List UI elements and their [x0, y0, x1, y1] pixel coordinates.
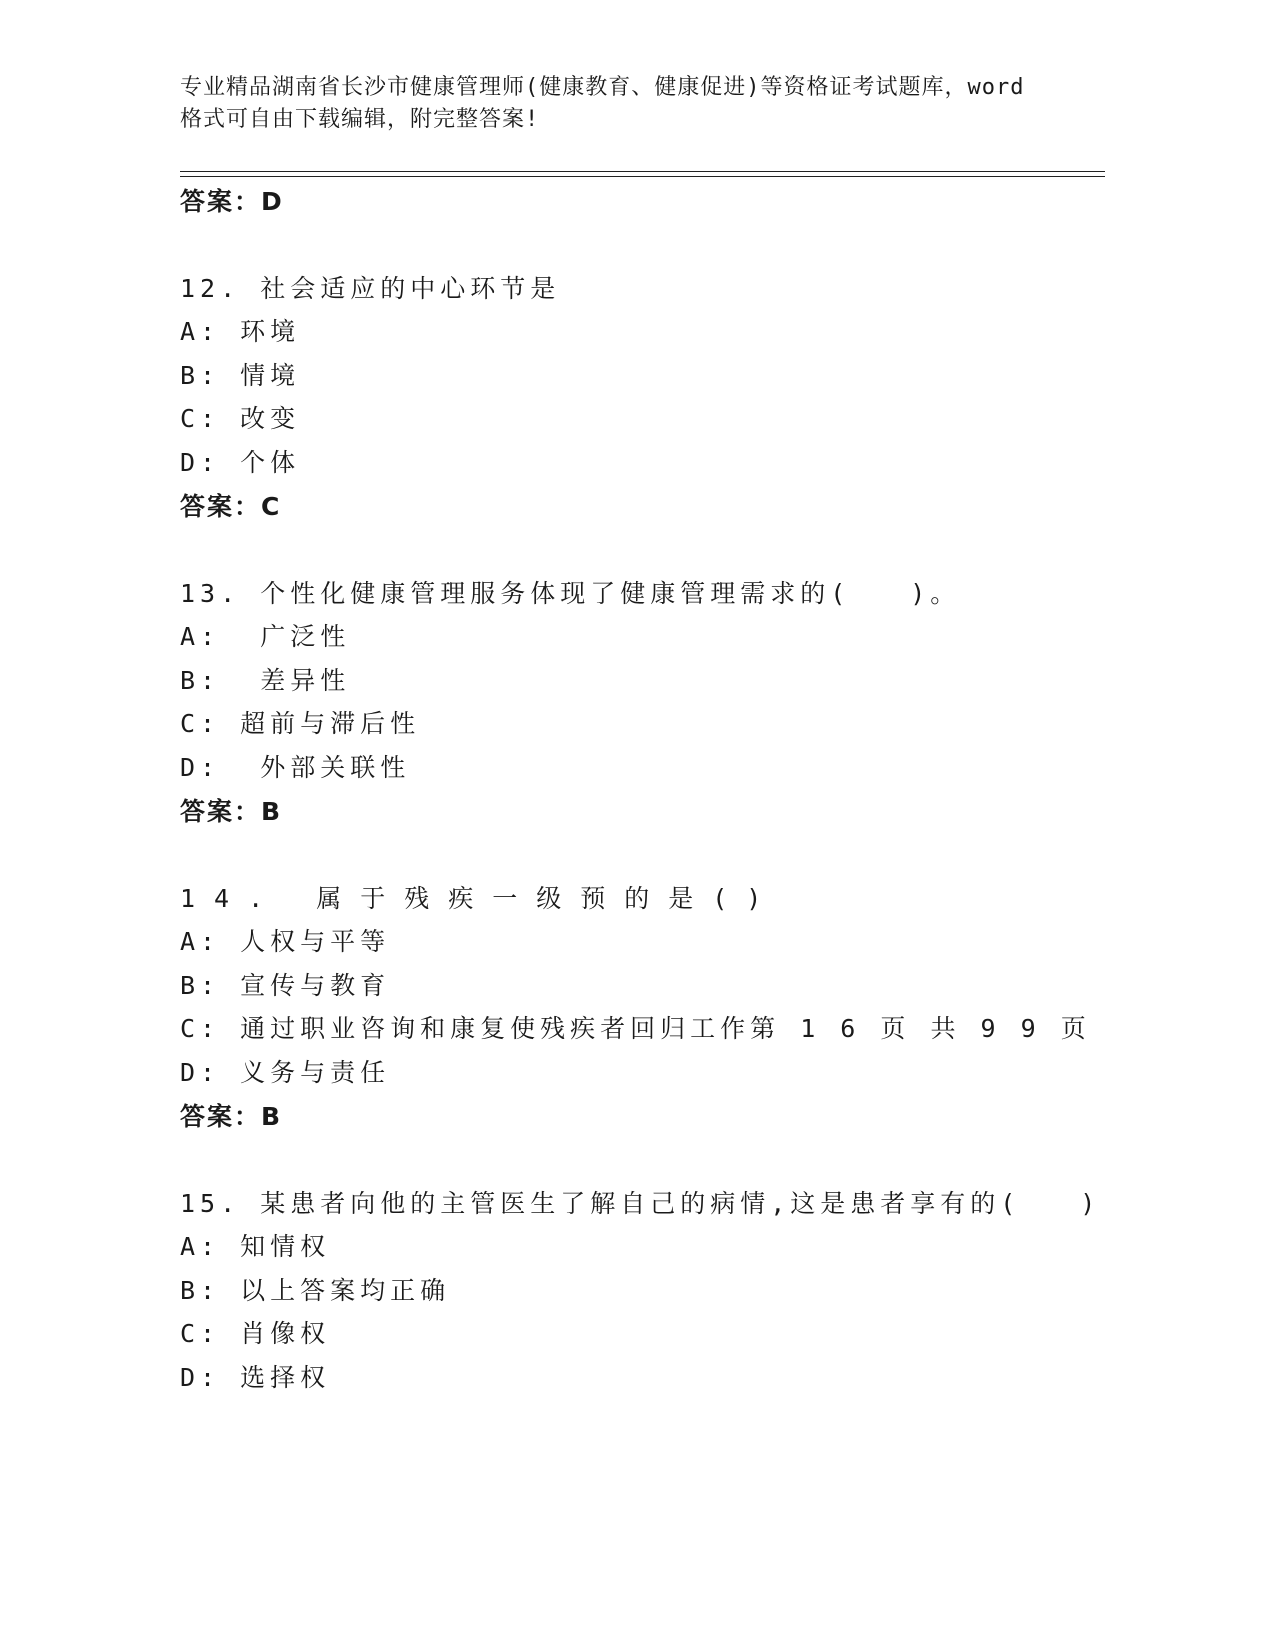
question-14-stem: 14. 属于残疾一级预的是()	[180, 884, 781, 913]
question-13-answer: 答案：B	[180, 797, 283, 826]
question-12-stem: 12. 社会适应的中心环节是	[180, 274, 561, 303]
question-15-option-c: C: 肖像权	[180, 1319, 331, 1348]
question-13-stem: 13. 个性化健康管理服务体现了健康管理需求的( )。	[180, 579, 961, 608]
question-14-option-a: A: 人权与平等	[180, 927, 391, 956]
question-14-answer: 答案：B	[180, 1102, 283, 1131]
answer-previous: 答案：D	[180, 187, 284, 216]
question-14-option-c: C: 通过职业咨询和康复使残疾者回归工作第 1 6 页 共 9 9 页	[180, 1014, 1091, 1043]
question-15-option-b: B: 以上答案均正确	[180, 1276, 451, 1305]
question-13-option-a: A: 广泛性	[180, 622, 351, 651]
question-15-option-a: A: 知情权	[180, 1232, 331, 1261]
page-header	[180, 72, 1060, 136]
question-14-option-d: D: 义务与责任	[180, 1058, 391, 1087]
question-13-option-d: D: 外部关联性	[180, 753, 411, 782]
question-15-stem: 15. 某患者向他的主管医生了解自己的病情,这是患者享有的( )	[180, 1189, 1101, 1218]
question-12-option-c: C: 改变	[180, 404, 301, 433]
header-divider-bottom	[180, 176, 1105, 177]
question-12-option-a: A: 环境	[180, 317, 301, 346]
header-line-2: 格式可自由下载编辑，附完整答案!	[180, 107, 540, 132]
question-12-option-d: D: 个体	[180, 448, 301, 477]
question-12-answer: 答案：C	[180, 492, 282, 521]
question-15-option-d: D: 选择权	[180, 1363, 331, 1392]
question-14-option-b: B: 宣传与教育	[180, 971, 391, 1000]
question-12-option-b: B: 情境	[180, 361, 301, 390]
header-divider-top	[180, 171, 1105, 172]
header-line-1: 专业精品湖南省长沙市健康管理师(健康教育、健康促进)等资格证考试题库，word	[180, 75, 1025, 100]
question-13-option-c: C: 超前与滞后性	[180, 709, 421, 738]
question-13-option-b: B: 差异性	[180, 666, 351, 695]
